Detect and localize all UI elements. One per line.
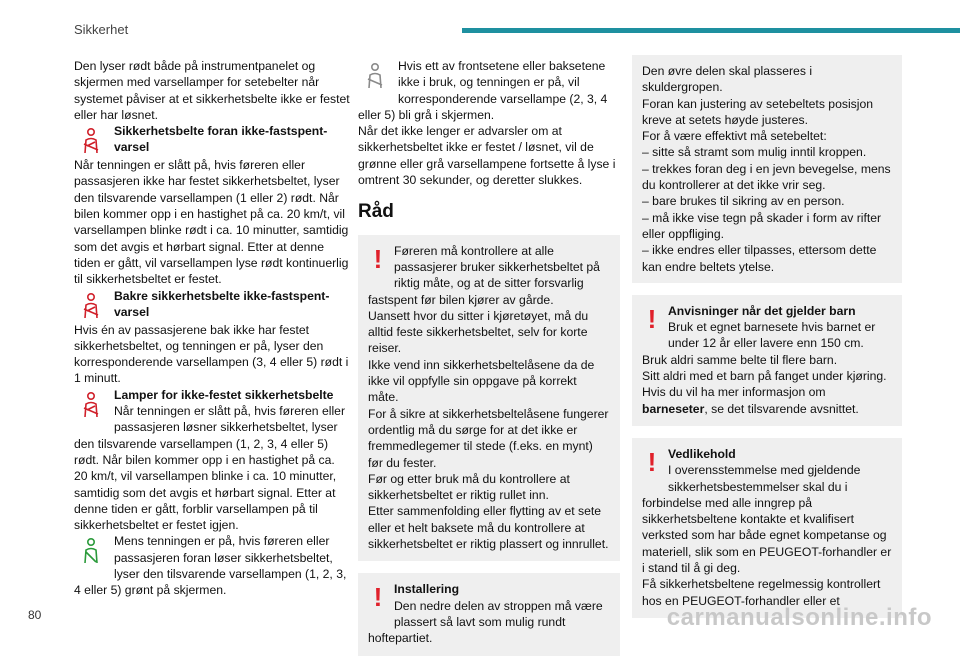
header-title: Sikkerhet [74, 22, 129, 37]
seatbelt-red-icon [74, 389, 108, 421]
warning-icon: ! [647, 303, 657, 334]
intro-paragraph: Den lyser rødt både på instrumentpanelet og skjermen med varsellamper for setebelter når systemet påviser at et sikkerhetsbelte ikke er festet eller har løsnet. [74, 59, 350, 122]
lamps-title: Lamper for ikke-festet sikkerhetsbelte [114, 387, 334, 402]
maintenance-text: I overensstemmelse med gjeldende sikkerhetsbestemmelser skal du i forbindelse med alle inngrep på sikkerhetsbeltene kontakte et kvalifisert verksted som har både egnet kompetanse og materiell, slik som en PEUGEOT-forhandler er i stand til å gi deg. Få sikkerhetsbeltene regelmessig kontrollert hos en PEUGEOT-forhandler eller et [642, 463, 892, 608]
front-belt-section [74, 123, 350, 287]
section-title: Råd [358, 201, 394, 223]
rear-belt-title: Bakre sikkerhetsbelte ikke-fastspent-varsel [114, 288, 330, 319]
watermark: carmanualsonline.info [666, 604, 932, 631]
column-3 [632, 55, 902, 630]
green-lamp-section [74, 533, 350, 598]
seatbelt-red-icon [74, 290, 108, 322]
rear-belt-text: Hvis én av passasjerene bak ikke har festet sikkerhetsbeltet, og tenningen er på, lyser den korresponderende varsellampen (3, 4 eller 5) rødt i 1 minutt. [74, 322, 349, 386]
warning-icon: ! [373, 582, 383, 613]
install-title: Installering [394, 582, 460, 597]
maintenance-warning-box [632, 438, 902, 618]
grey-lamp-text-2: Når det ikke lenger er advarsler om at sikkerhetsbeltet ikke er festet / løsnet, vil de grønne eller grå varsellampene fortsette å lyse i omtrent 30 sekunder, og deretter slukkes. [358, 124, 616, 188]
install-warning-box [358, 573, 620, 655]
seatbelt-grey-icon [358, 60, 392, 92]
front-belt-text: Når tenningen er slått på, hvis føreren eller passasjeren ikke har festet sikkerhetsbeltet, lyser den tilsvarende varsellampen (1 eller 2) rødt. Når bilen kommer opp i en hastighet på ca. 20 km/t, vil varsellampen blinke rødt i ca. 10 minutter, samtidig som det avgis et hørbart signal. Etter at denne tiden er gått, vil varsellampen lyse rødt kontinuerlig til sikkerhetsbeltet er festet. [74, 158, 349, 287]
children-tail: , se det tilsvarende avsnittet. [704, 401, 859, 416]
grey-lamp-text: Hvis ett av frontsetene eller baksetene ikke i bruk, og tenningen er på, vil korresponderende varsellampe (2, 3, 4 eller 5) bli grå i skjermen. [358, 59, 608, 122]
lamps-section [74, 387, 350, 534]
seatbelt-green-icon [74, 535, 108, 567]
seatbelt-red-icon [74, 125, 108, 157]
front-belt-title: Sikkerhetsbelte foran ikke-fastspent-varsel [114, 124, 328, 155]
children-title: Anvisninger når det gjelder barn [668, 303, 856, 318]
children-warning-box [632, 295, 902, 426]
advice-warning-box [358, 235, 620, 562]
header-accent-bar [462, 28, 960, 33]
green-lamp-text: Mens tenningen er på, hvis føreren eller passasjeren foran løser sikkerhetsbeltet, lyser den tilsvarende varsellampen (1, 2, 3, 4 eller 5) grønt på skjermen. [74, 534, 347, 598]
page-number: 80 [28, 608, 42, 622]
column-1 [74, 58, 350, 599]
belt-position-box [632, 55, 902, 283]
children-bold-link: barneseter [642, 401, 705, 416]
maintenance-title: Vedlikehold [668, 446, 736, 461]
belt-position-text: Den øvre delen skal plasseres i skuldergropen. Foran kan justering av setebeltets posisjon kreve at setets høyde justeres. For å være effektivt må setebeltet: – sitte så stramt som mulig inntil kroppen. – trekkes foran deg i en jevn bevegelse, mens du kontrollerer at det ikke vrir seg. – bare brukes til sikring av en person. – må ikke vise tegn på skader i form av rifter eller oppfliging. – ikke endres eller tilpasses, ettersom dette kan endre beltets ytelse. [642, 64, 891, 274]
warning-icon: ! [373, 243, 383, 274]
grey-lamp-section [358, 58, 620, 188]
children-text-wrapper [642, 319, 892, 417]
children-text: Bruk et egnet barnesete hvis barnet er under 12 år eller lavere enn 150 cm. Bruk aldri samme belte til flere barn. Sitt aldri med et barn på fanget under kjøring. Hvis du vil ha mer informasjon om [642, 320, 887, 400]
warning-icon: ! [647, 446, 657, 477]
lamps-text: Når tenningen er slått på, hvis føreren eller passasjeren løsner sikkerhetsbeltet, lyser den tilsvarende varsellampen (1, 2, 3, 4 eller 5) rødt. Når bilen kommer opp i en hastighet på ca. 20 km/t, vil varsellampen blinke i ca. 10 minutter, samtidig som det avgis et hørbart signal. Etter at denne tiden er gått, forblir varsellampen på til sikkerhetsbeltet er festet igjen. [74, 404, 345, 533]
rear-belt-section [74, 288, 350, 387]
install-text: Den nedre delen av stroppen må være plassert så lavt som mulig rundt hoftepartiet. [368, 598, 603, 646]
column-2 [358, 58, 620, 668]
advice-warning-text: Føreren må kontrollere at alle passasjerer bruker sikkerhetsbeltet på riktig måte, og at de sitter forsvarlig fastspent før bilen kjører av gårde. Uansett hvor du sitter i kjøretøyet, må du alltid feste sikkerhetsbeltet, selv for korte reiser. Ikke vend inn sikkerhetsbeltelåsene da de ikke vil oppfylle sin oppgave på korrekt måte. For å sikre at sikkerhetsbeltelåsene fungerer ordentlig må du sørge for at det ikke er fremmedlegemer til stede (f.eks. en mynt) før du fester. Før og etter bruk må du kontrollere at sikkerhetsbeltet er riktig rullet inn. Etter sammenfolding eller flytting av et sete eller et helt baksete må du kontrollere at sikkerhetsbeltet er riktig plassert og innrullet. [368, 243, 609, 552]
